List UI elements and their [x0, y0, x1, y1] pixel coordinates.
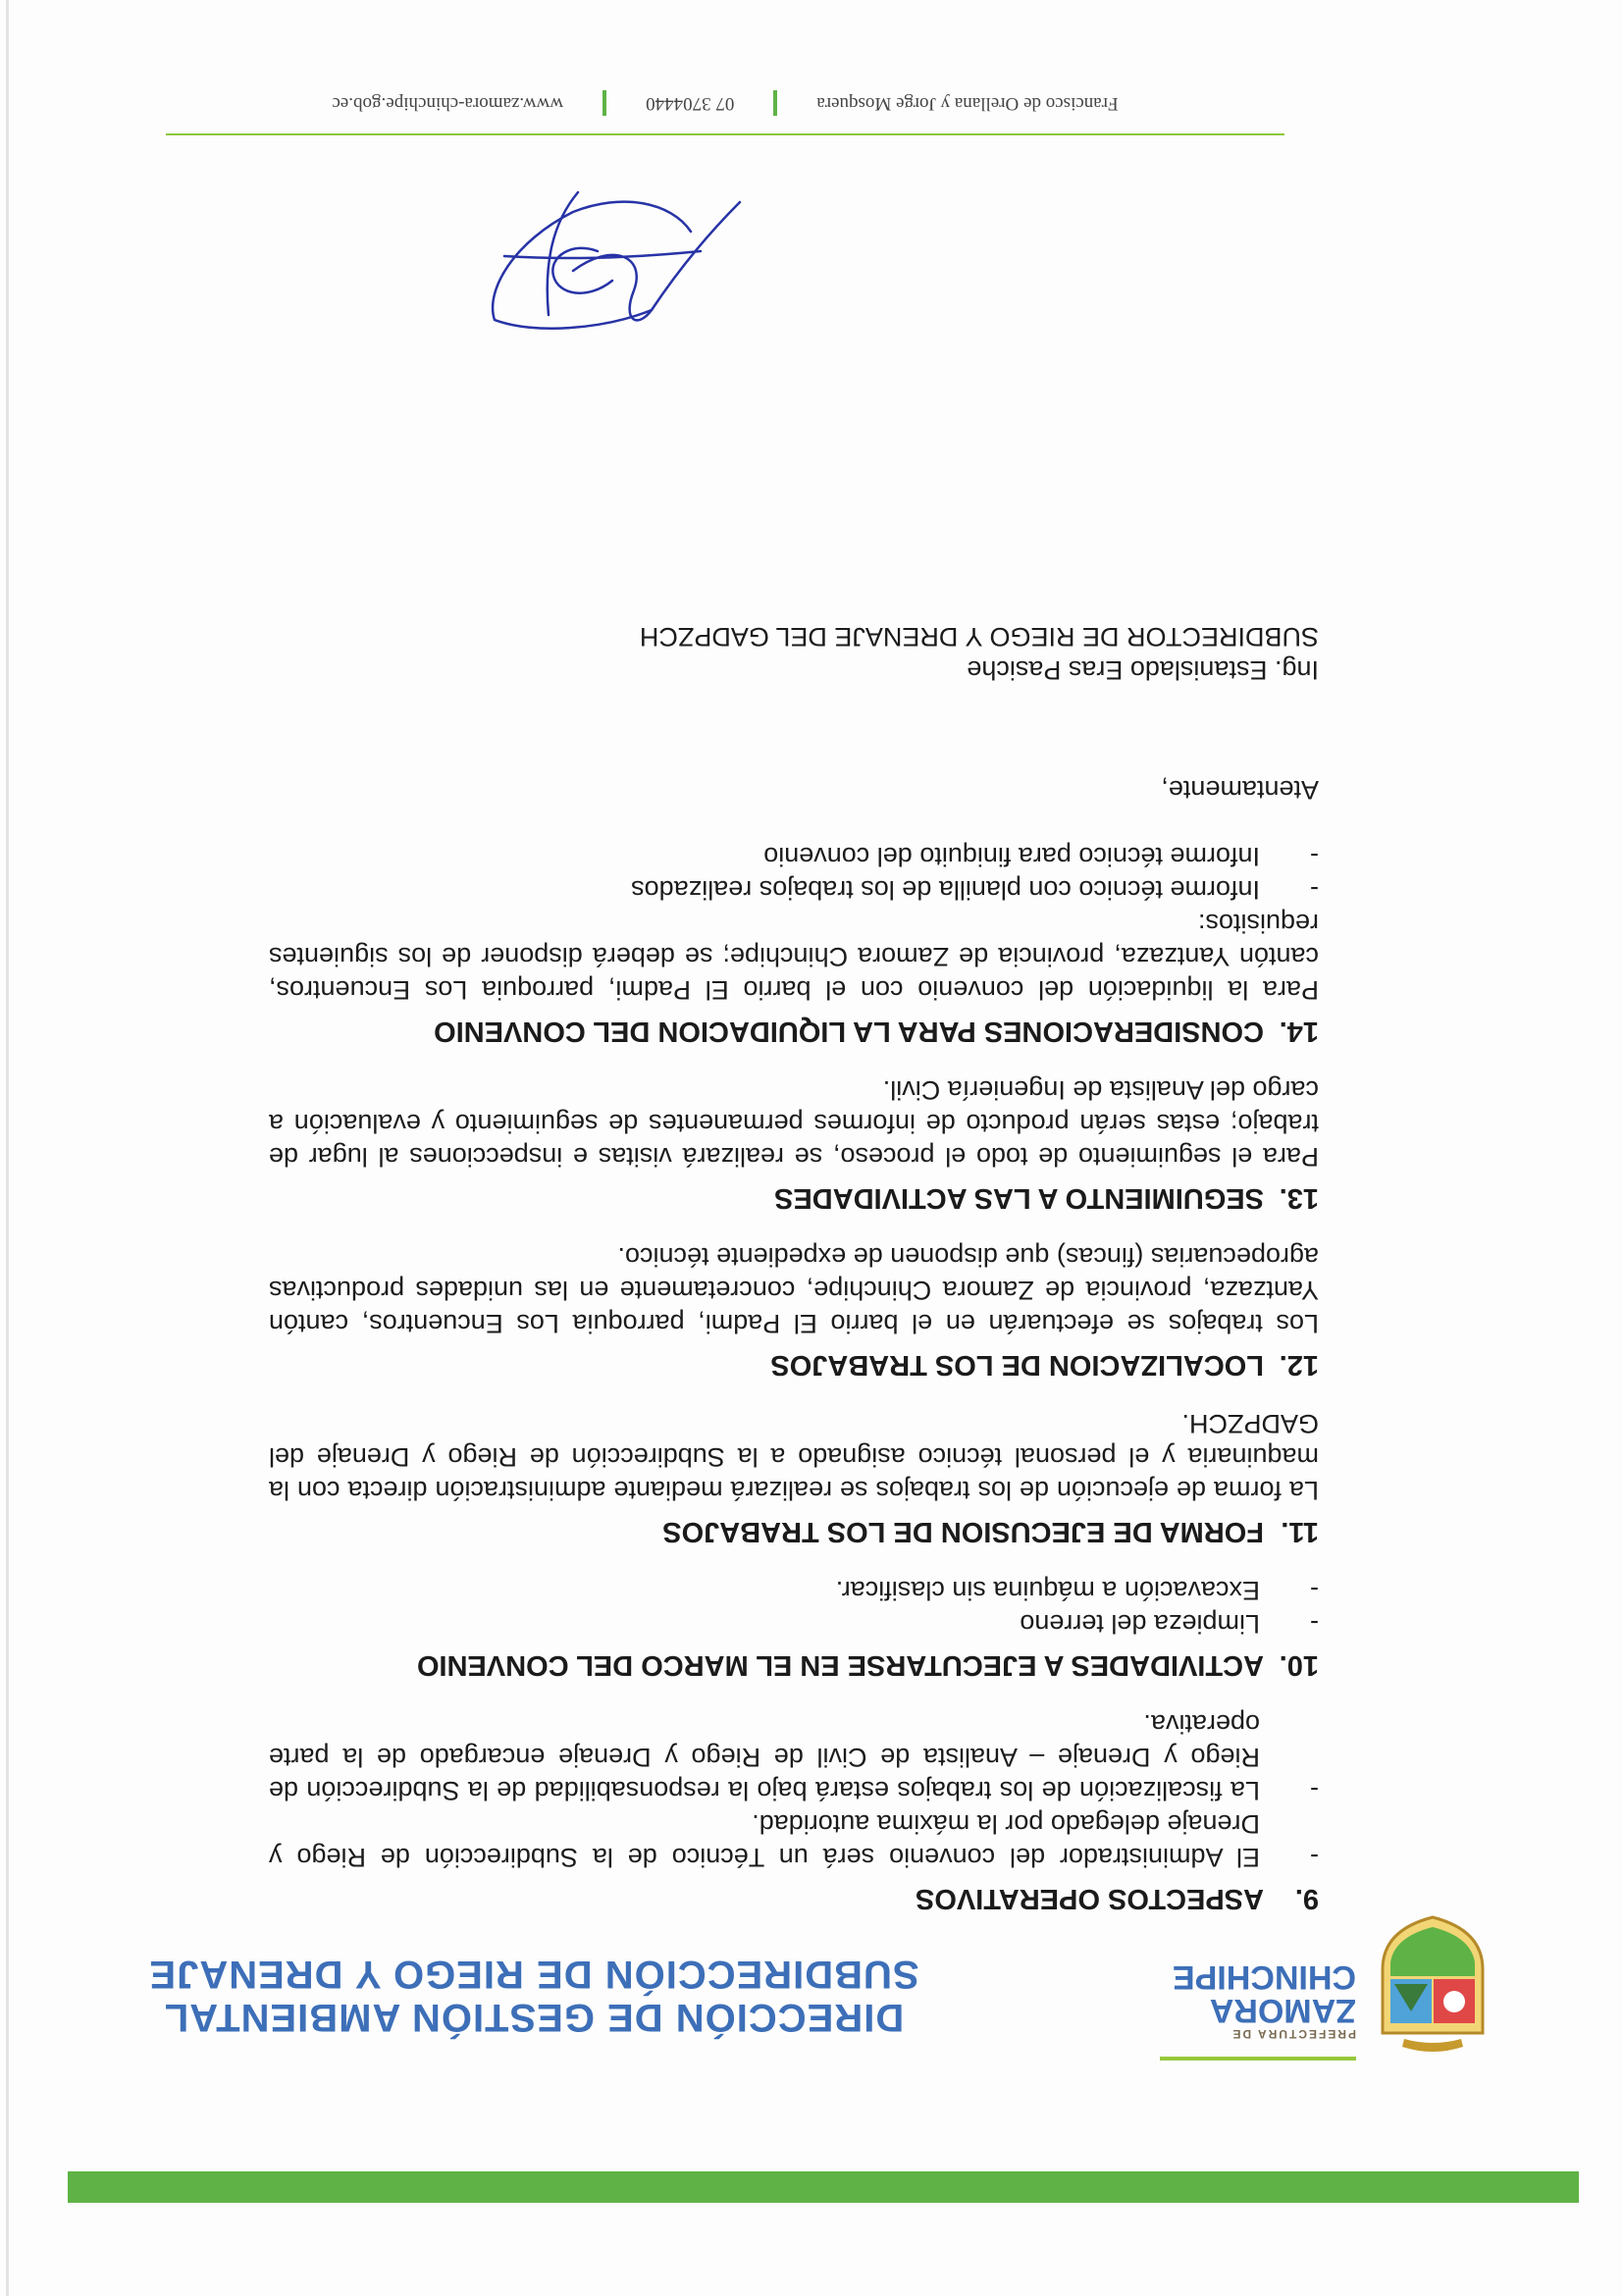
section-13: [269, 1073, 1319, 1215]
list-item: - La fiscalización de los trabajos estará bajo la responsabilidad de la Subdirección de Riego y Drenaje – Analista de Civil de Riego y Drenaje encargado de la parte operativa.: [269, 1709, 1319, 1805]
list-item: - Informe técnico para finiquito del convenio: [763, 842, 1319, 871]
department-title: [73, 1953, 995, 2039]
list-item: - Limpieza del terreno: [1020, 1609, 1319, 1639]
section-11: [269, 1407, 1319, 1548]
list-item: - El Administrador del convenio será un Técnico de la Subdirección de Riego y Drenaje delegado por la máxima autoridad.: [269, 1809, 1319, 1872]
signature-block: [269, 620, 1319, 807]
prefectura-wordmark: [1160, 1960, 1356, 2041]
section-12-text: Los trabajos se efectuarán en el barrio El Padmi, parroquia Los Encuentros, cantón Yantzaza, provincia de Zamora Chinchipe, concretamente en las unidades productivas agropecuarias (fincas) que disponen de expediente técnico.: [269, 1242, 1319, 1338]
section-9-list: [269, 1707, 1319, 1874]
section-13-heading: 13.SEGUIMIENTO A LAS ACTIVIDADES: [774, 1182, 1319, 1214]
prefectura-label: PREFECTURA DE: [1230, 2027, 1356, 2041]
section-14-text: Para la liquidación del convenio con el barrio El Padmi, parroquia Los Encuentros, cantón Yantzaza, provincia de Zamora Chinchipe; se deberá disponer de los siguientes requisitos:: [269, 909, 1319, 1005]
department-line-1: DIRECCIÓN DE GESTIÓN AMBIENTAL: [163, 1996, 905, 2039]
list-item: - Excavación a máquina sin clasificar.: [835, 1576, 1319, 1605]
header-green-bar: [68, 2171, 1579, 2203]
handwritten-signature: [475, 183, 759, 349]
section-10-heading: 10.ACTIVIDADES A EJECUTARSE EN EL MARCO DEL CONVENIO: [416, 1649, 1319, 1681]
section-10: [269, 1574, 1319, 1682]
footer-contact-row: [166, 90, 1284, 116]
footer-website: www.zamora-chinchipe.gob.ec: [332, 93, 564, 114]
footer-address: Francisco de Orellana y Jorge Mosquera: [816, 93, 1119, 114]
section-11-heading: 11.FORMA DE EJECUSION DE LOS TRABAJOS: [662, 1516, 1319, 1547]
zamora-label: ZAMORA: [1209, 1992, 1356, 2029]
chinchipe-label: CHINCHIPE: [1172, 1958, 1356, 1996]
footer-separator: [773, 90, 777, 116]
section-12: [269, 1240, 1319, 1382]
section-14-heading: 14.CONSIDERACIONES PARA LA LIQUIDACION DEL CONVENIO: [434, 1016, 1319, 1047]
brand-underline: [1160, 2057, 1356, 2061]
section-9: [269, 1707, 1319, 1915]
section-14: [269, 840, 1319, 1048]
prefectura-coat-of-arms-logo: [1373, 1915, 1492, 2053]
footer-phone: 07 3704440: [646, 93, 735, 114]
document-body: [269, 620, 1319, 1915]
page-footer: [166, 90, 1284, 135]
section-12-heading: 12.LOCALIZACION DE LOS TRABAJOS: [770, 1349, 1319, 1381]
section-10-list: [269, 1574, 1319, 1641]
footer-rule: [166, 133, 1284, 135]
section-13-text: Para el seguimiento de todo el proceso, se realizará visitas e inspecciones al lugar de trabajo; estas serán producto de informes permanentes de seguimiento y evaluación a cargo del Analista de Ingeniería Civil.: [269, 1075, 1319, 1172]
footer-separator: [602, 90, 606, 116]
signer-name: Ing. Estanislado Eras Pasiche: [967, 655, 1319, 685]
closing-text: Atentamente,: [1161, 775, 1319, 805]
section-9-heading: 9.ASPECTOS OPERATIVOS: [915, 1883, 1319, 1914]
list-item: - Informe técnico con planilla de los trabajos realizados: [631, 875, 1319, 905]
department-line-2: SUBDIRECCIÓN DE RIEGO Y DRENAJE: [148, 1953, 919, 1996]
scan-edge: [6, 0, 9, 2296]
signer-position: SUBDIRECTOR DE RIEGO Y DRENAJE DEL GADPZCH: [639, 622, 1319, 652]
section-14-list: [269, 840, 1319, 907]
section-11-text: La forma de ejecución de los trabajos se realizará mediante administración directa con la maquinaria y el personal técnico asignado a la Subdirección de Riego y Drenaje del GADPZCH.: [269, 1409, 1319, 1505]
